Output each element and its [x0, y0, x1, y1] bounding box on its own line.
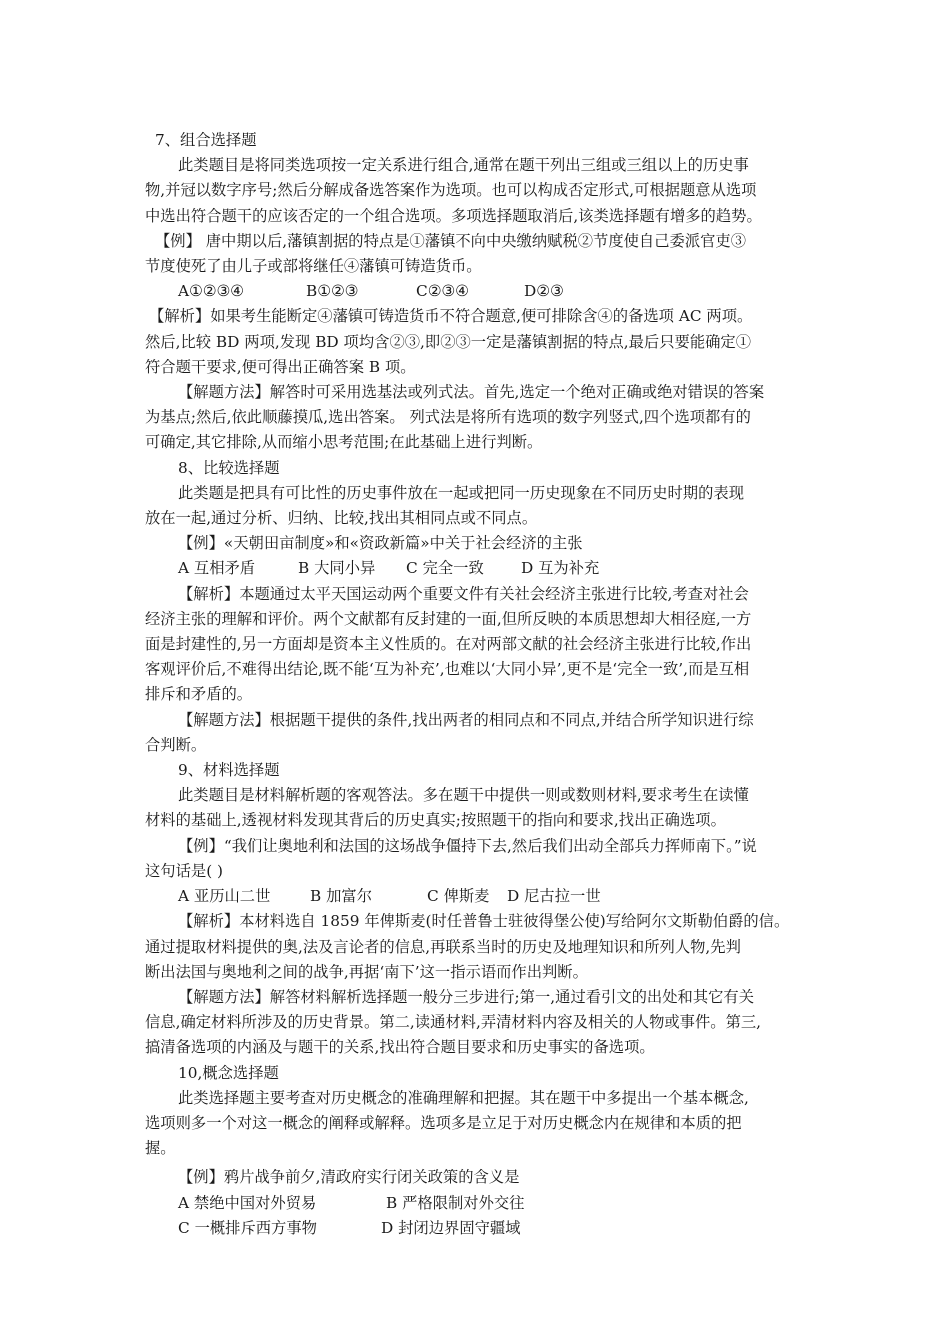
- analysis-line: 客观评价后,不难得出结论,既不能‘互为补充’,也难以‘大同小异’,更不是‘完全一致’,而是互相: [145, 660, 750, 679]
- example-line: 【例】“我们让奥地利和法国的这场战争僵持下去,然后我们出动全部兵力挥师南下。”说: [178, 836, 757, 855]
- method-line: 为基点;然后,依此顺藤摸瓜,选出答案。 列式法是将所有选项的数字列竖式,四个选项都有的: [145, 408, 751, 427]
- option-a: A①②③④: [178, 282, 244, 301]
- paragraph-line: 此类题是把具有可比性的历史事件放在一起或把同一历史现象在不同历史时期的表现: [178, 483, 744, 502]
- analysis-line: 面是封建性的,另一方面却是资本主义性质的。在对两部文献的社会经济主张进行比较,作出: [145, 635, 752, 654]
- method-line: 搞清备选项的内涵及与题干的关系,找出符合题目要求和历史事实的备选项。: [145, 1038, 655, 1057]
- example-line: 【例】«天朝田亩制度»和«资政新篇»中关于社会经济的主张: [178, 534, 583, 553]
- option-b: B 严格限制对外交往: [386, 1193, 525, 1212]
- option-c: C②③④: [416, 282, 469, 301]
- option-d: D 互为补充: [521, 559, 600, 578]
- option-b: B 大同小异: [298, 559, 376, 578]
- analysis-line: 【解析】本题通过太平天国运动两个重要文件有关社会经济主张进行比较,考查对社会: [178, 584, 749, 603]
- method-line: 【解题方法】解答时可采用选基法或列式法。首先,选定一个绝对正确或绝对错误的答案: [178, 383, 765, 402]
- analysis-line: 通过提取材料提供的奥,法及言论者的信息,再联系当时的历史及地理知识和所列人物,先判: [145, 937, 741, 956]
- method-line: 可确定,其它排除,从而缩小思考范围;在此基础上进行判断。: [145, 433, 543, 452]
- options-row-q10-1: [145, 1191, 810, 1216]
- analysis-line: 然后,比较 BD 两项,发现 BD 项均含②③,即②③一定是藩镇割据的特点,最后只要能确定①: [145, 332, 752, 351]
- method-line: 【解题方法】根据题干提供的条件,找出两者的相同点和不同点,并结合所学知识进行综: [178, 710, 754, 729]
- example-line: 节度使死了由儿子或部将继任④藩镇可铸造货币。: [145, 257, 482, 276]
- option-d: D 封闭边界固守疆域: [381, 1218, 521, 1237]
- option-c: C 俾斯麦: [427, 887, 490, 906]
- analysis-line: 【解析】本材料选自 1859 年俾斯麦(时任普鲁士驻彼得堡公使)写给阿尔文斯勒伯爵的信。: [178, 912, 790, 931]
- paragraph-line: 放在一起,通过分析、归纳、比较,找出其相同点或不同点。: [145, 509, 538, 528]
- paragraph-line: 握。: [145, 1139, 176, 1158]
- analysis-line: 符合题干要求,便可得出正确答案 B 项。: [145, 357, 416, 376]
- section-heading-7: 7、组合选择题: [155, 131, 257, 149]
- analysis-line: 经济主张的理解和评价。两个文献都有反封建的一面,但所反映的本质思想却大相径庭,一方: [145, 609, 752, 628]
- option-a: A 禁绝中国对外贸易: [178, 1193, 317, 1212]
- option-d: D②③: [524, 282, 564, 301]
- example-line: 这句话是( ): [145, 861, 223, 880]
- paragraph-line: 此类题目是将同类选项按一定关系进行组合,通常在题干列出三组或三组以上的历史事: [178, 156, 749, 175]
- paragraph-line: 中选出符合题干的应该否定的一个组合选项。多项选择题取消后,该类选择题有增多的趋势。: [145, 206, 762, 225]
- options-row-q10-2: [145, 1216, 810, 1241]
- section-heading-8: 8、比较选择题: [178, 458, 280, 477]
- options-row-q8: [145, 556, 810, 581]
- example-line: 【例】鸦片战争前夕,清政府实行闭关政策的含义是: [178, 1168, 520, 1187]
- option-a: A 互相矛盾: [178, 559, 256, 578]
- options-row-q9: [145, 884, 810, 909]
- section-heading-10: 10,概念选择题: [178, 1063, 279, 1082]
- option-c: C 完全一致: [406, 559, 484, 578]
- section-heading-9: 9、材料选择题: [178, 761, 280, 780]
- option-c: C 一概排斥西方事物: [178, 1218, 317, 1237]
- analysis-line: 排斥和矛盾的。: [145, 685, 253, 704]
- document-page: [145, 128, 810, 1241]
- paragraph-line: 选项则多一个对这一概念的阐释或解释。选项多是立足于对历史概念内在规律和本质的把: [145, 1113, 742, 1132]
- paragraph-line: 此类题目是材料解析题的客观答法。多在题干中提供一则或数则材料,要求考生在读懂: [178, 786, 749, 805]
- option-b: B 加富尔: [310, 887, 372, 906]
- analysis-line: 【解析】如果考生能断定④藩镇可铸造货币不符合题意,便可排除含④的备选项 AC 两项。: [149, 307, 753, 326]
- paragraph-line: 材料的基础上,透视材料发现其背后的历史真实;按照题干的指向和要求,找出正确选项。: [145, 811, 726, 830]
- option-a: A 亚历山二世: [178, 887, 271, 906]
- paragraph-line: 物,并冠以数字序号;然后分解成备选答案作为选项。也可以构成否定形式,可根据题意从选项: [145, 181, 757, 200]
- paragraph-line: 此类选择题主要考查对历史概念的准确理解和把握。其在题干中多提出一个基本概念,: [178, 1088, 749, 1107]
- method-line: 信息,确定材料所涉及的历史背景。第二,读通材料,弄清材料内容及相关的人物或事件。第三,: [145, 1013, 762, 1032]
- option-b: B①②③: [306, 282, 359, 301]
- method-line: 合判断。: [145, 735, 207, 754]
- analysis-line: 断出法国与奥地利之间的战争,再据‘南下’这一指示语而作出判断。: [145, 962, 588, 981]
- options-row-q7: [145, 279, 810, 304]
- method-line: 【解题方法】解答材料解析选择题一般分三步进行;第一,通过看引文的出处和其它有关: [178, 987, 755, 1006]
- example-line: 【例】 唐中期以后,藩镇割据的特点是①藩镇不向中央缴纳赋税②节度使自己委派官吏③: [155, 231, 747, 250]
- option-d: D 尼古拉一世: [507, 887, 601, 906]
